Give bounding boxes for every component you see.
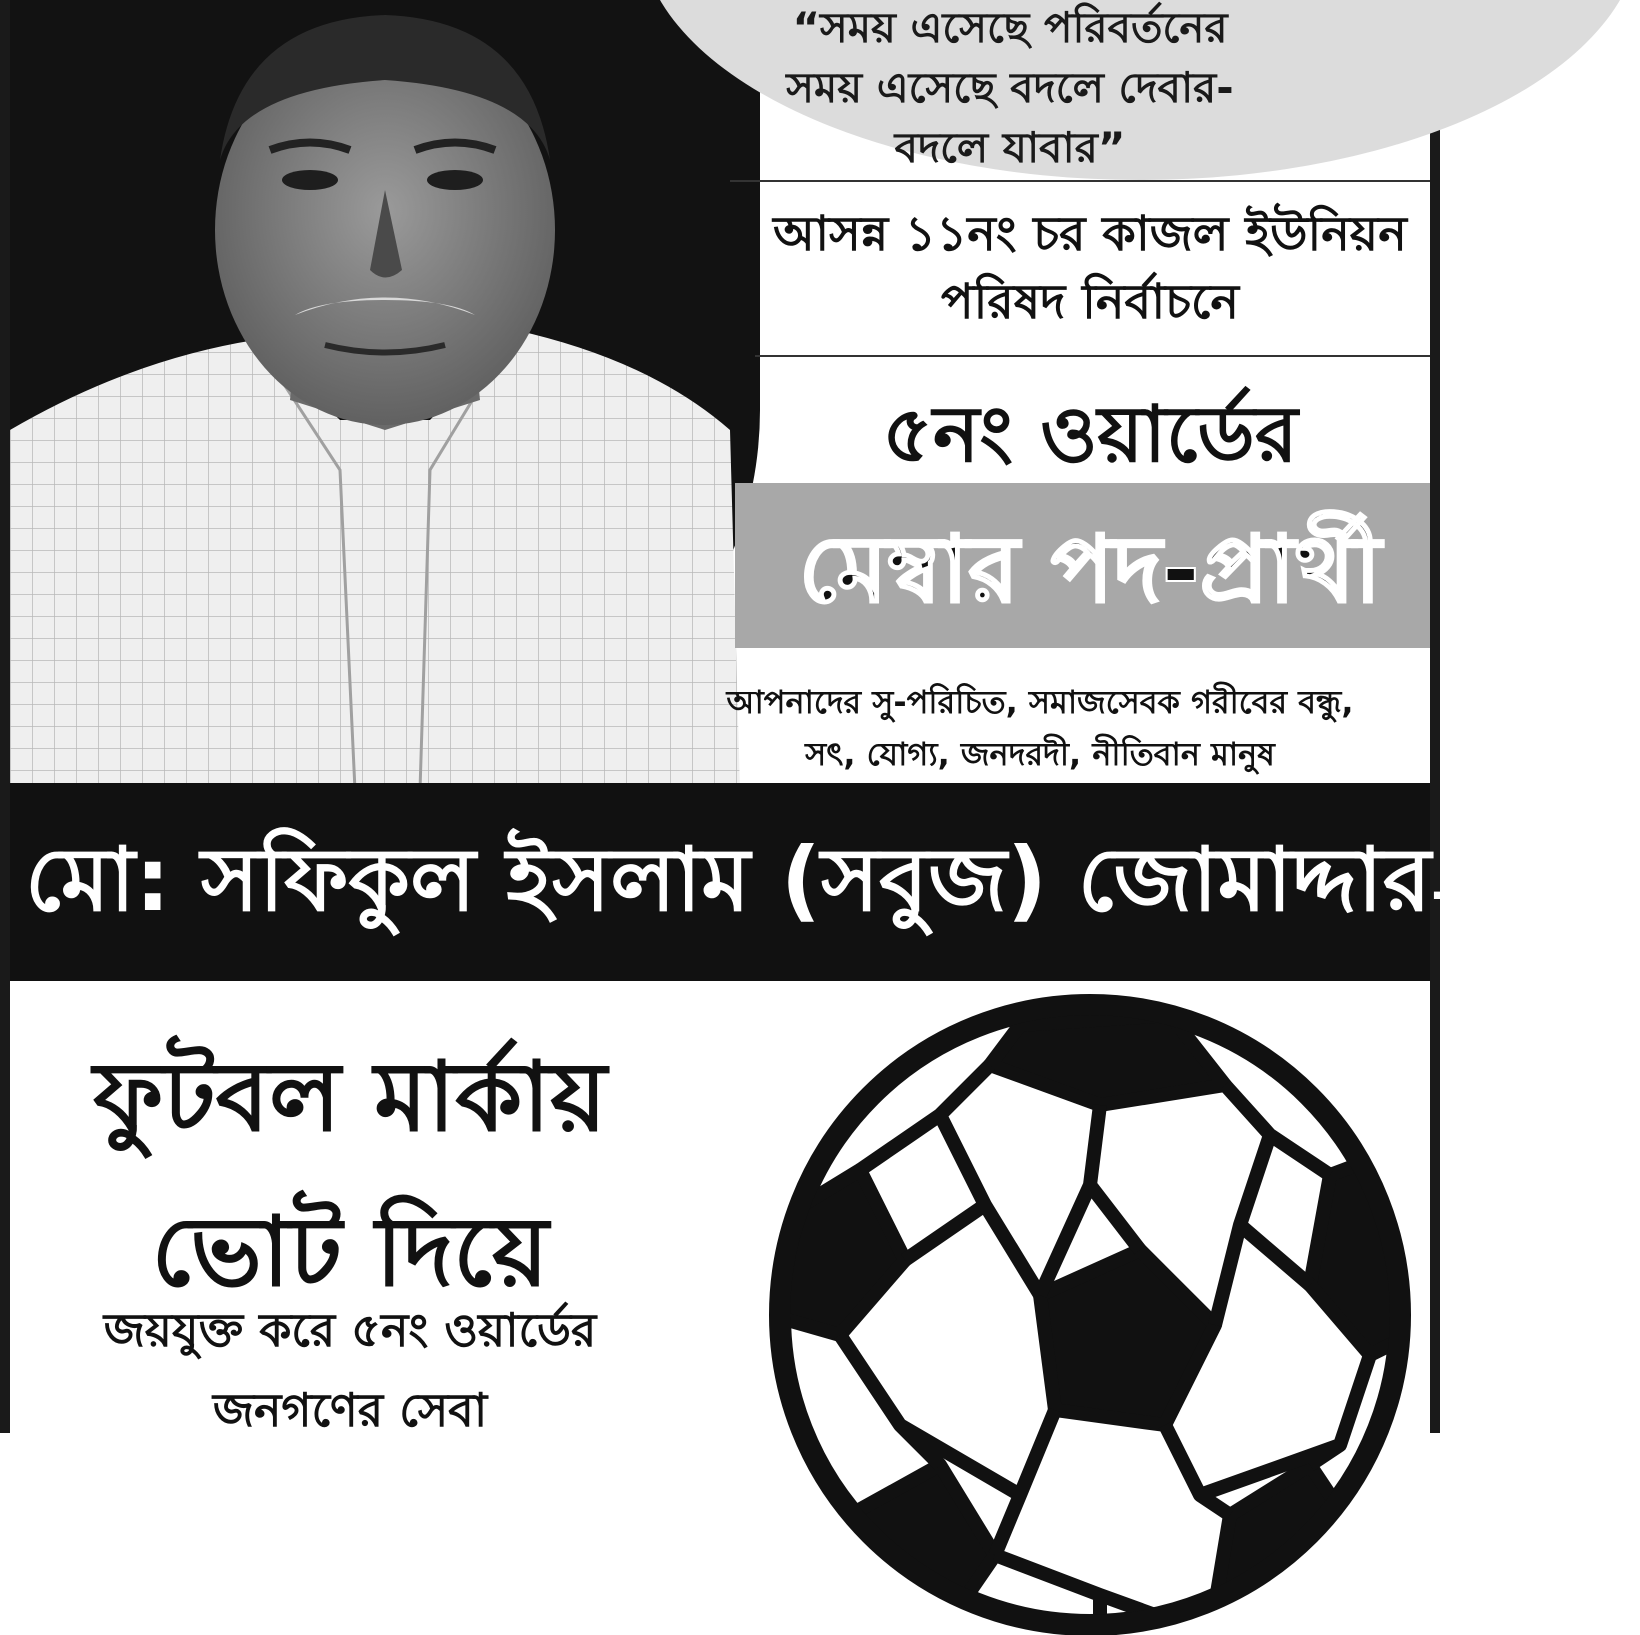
election-line-2: পরিষদ নির্বাচনে	[941, 274, 1239, 330]
candidate-portrait	[10, 0, 770, 790]
symbol-line-2: ভোট দিয়ে	[151, 1196, 549, 1308]
closing-line-1: জয়যুক্ত করে ৫নং ওয়ার্ডের	[103, 1303, 597, 1357]
divider-top	[730, 180, 1430, 182]
symbol-heading	[30, 1020, 670, 1330]
candidate-name-banner	[25, 815, 1511, 958]
slogan-line-1: “সময় এসেছে পরিবর্তনের	[792, 3, 1228, 52]
tagline-line-2: সৎ, যোগ্য, জনদরদী, নীতিবান মানুষ	[805, 735, 1275, 773]
football-icon	[770, 995, 1410, 1635]
closing-line-2: জনগণের সেবা	[212, 1383, 488, 1437]
member-candidate-title: মেম্বার পদ-প্রার্থী	[798, 516, 1382, 623]
slogan-line-3: বদলে যাবার”	[894, 123, 1126, 172]
symbol-line-1: ফুটবল মার্কায়	[93, 1041, 607, 1153]
election-line-1: আসন্ন ১১নং চর কাজল ইউনিয়ন	[773, 206, 1407, 262]
election-heading	[745, 200, 1435, 336]
closing-text	[30, 1290, 670, 1450]
ward-title: ৫নং ওয়ার্ডের	[882, 390, 1298, 480]
candidate-name-suffix: -কে	[1431, 863, 1511, 923]
divider-middle	[755, 355, 1430, 357]
slogan-line-2: সময় এসেছে বদলে দেবার-	[786, 63, 1234, 112]
tagline-line-1: আপনাদের সু-পরিচিত, সমাজসেবক গরীবের বন্ধু,	[726, 683, 1354, 721]
candidate-tagline	[660, 676, 1420, 780]
candidate-name: মো: সফিকুল ইসলাম (সবুজ) জোমাদ্দার	[25, 828, 1432, 931]
left-border	[0, 0, 10, 1433]
slogan-quote	[700, 0, 1320, 178]
